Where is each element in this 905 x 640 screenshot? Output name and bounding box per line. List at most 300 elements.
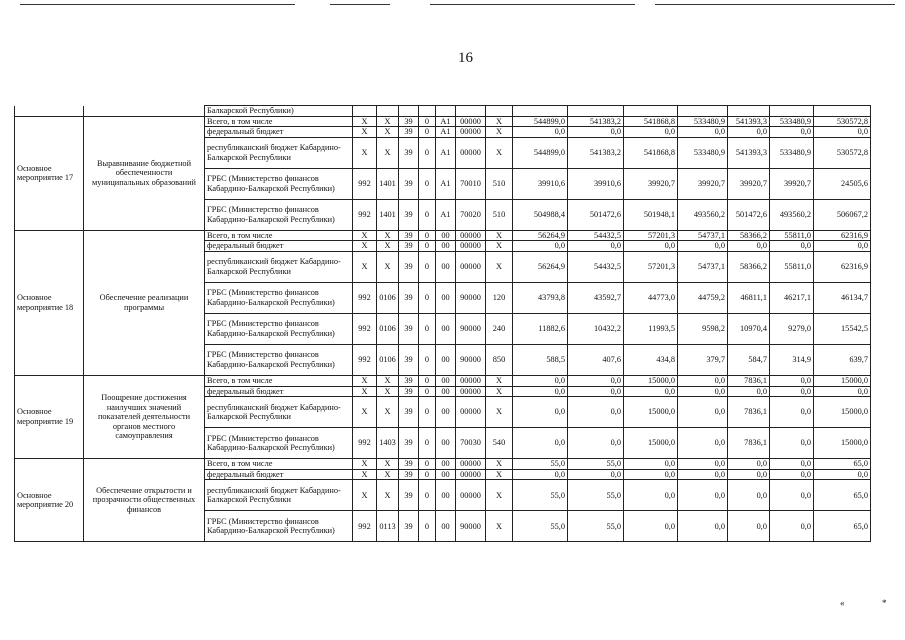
expense-type-cell: 120 <box>486 282 513 313</box>
grbs-code-cell: Х <box>353 230 377 241</box>
program-code-cell: 39 <box>399 230 419 241</box>
funding-source-cell: республиканский бюджет Кабардино-Балкарской Республики <box>205 251 353 282</box>
activity-name-cell: Обеспечение реализации программы <box>84 230 205 375</box>
amount-cell: 0,0 <box>568 375 624 386</box>
amount-cell: 7836,1 <box>728 397 770 428</box>
budget-table <box>14 105 871 542</box>
subprogram-code-cell: 0 <box>419 116 436 127</box>
direction-code-cell: 00000 <box>456 137 486 168</box>
table-row <box>15 375 871 386</box>
amount-cell: 0,0 <box>728 480 770 511</box>
activity-code-short-cell: 00 <box>436 282 456 313</box>
amount-cell: 62316,9 <box>814 251 871 282</box>
activity-code-cell: Основное мероприятие 19 <box>15 375 84 458</box>
expense-type-cell: Х <box>486 230 513 241</box>
direction-code-cell: 00000 <box>456 459 486 470</box>
amount-cell: 55811,0 <box>770 251 814 282</box>
empty-cell <box>377 106 399 117</box>
amount-cell: 46134,7 <box>814 282 871 313</box>
expense-type-cell: Х <box>486 241 513 252</box>
activity-code-cell: Основное мероприятие 17 <box>15 116 84 230</box>
activity-name-cell: Выравнивание бюджетной обеспеченности муниципальных образований <box>84 116 205 230</box>
activity-code-short-cell: 00 <box>436 480 456 511</box>
amount-cell: 0,0 <box>770 469 814 480</box>
amount-cell: 46811,1 <box>728 282 770 313</box>
amount-cell: 0,0 <box>568 397 624 428</box>
amount-cell: 7836,1 <box>728 375 770 386</box>
activity-code-cell: Основное мероприятие 20 <box>15 459 84 542</box>
empty-cell <box>624 106 678 117</box>
amount-cell: 15000,0 <box>624 375 678 386</box>
direction-code-cell: 00000 <box>456 127 486 138</box>
subprogram-code-cell: 0 <box>419 386 436 397</box>
amount-cell: 0,0 <box>770 397 814 428</box>
empty-cell <box>353 106 377 117</box>
amount-cell: 0,0 <box>770 428 814 459</box>
scan-top-line <box>430 4 635 5</box>
empty-cell <box>84 106 205 117</box>
amount-cell: 379,7 <box>678 344 728 375</box>
program-code-cell: 39 <box>399 386 419 397</box>
amount-cell: 493560,2 <box>770 199 814 230</box>
amount-cell: 493560,2 <box>678 199 728 230</box>
activity-code-short-cell: 00 <box>436 386 456 397</box>
amount-cell: 43592,7 <box>568 282 624 313</box>
activity-code-short-cell: 00 <box>436 241 456 252</box>
amount-cell: 65,0 <box>814 480 871 511</box>
empty-cell <box>770 106 814 117</box>
subprogram-code-cell: 0 <box>419 127 436 138</box>
empty-cell <box>728 106 770 117</box>
budget-table-body <box>15 106 871 542</box>
amount-cell: 24505,6 <box>814 168 871 199</box>
amount-cell: 0,0 <box>814 127 871 138</box>
empty-cell <box>568 106 624 117</box>
amount-cell: 0,0 <box>814 386 871 397</box>
amount-cell: 56264,9 <box>513 230 568 241</box>
direction-code-cell: 00000 <box>456 386 486 397</box>
activity-code-short-cell: 00 <box>436 375 456 386</box>
section-code-cell: 0106 <box>377 282 399 313</box>
amount-cell: 10432,2 <box>568 313 624 344</box>
funding-source-cell: ГРБС (Министерство финансов Кабардино-Балкарской Республики) <box>205 313 353 344</box>
direction-code-cell: 00000 <box>456 469 486 480</box>
amount-cell: 0,0 <box>513 375 568 386</box>
amount-cell: 0,0 <box>728 127 770 138</box>
activity-code-short-cell: А1 <box>436 137 456 168</box>
amount-cell: 54432,5 <box>568 251 624 282</box>
amount-cell: 56264,9 <box>513 251 568 282</box>
funding-source-cell: республиканский бюджет Кабардино-Балкарской Республики <box>205 480 353 511</box>
expense-type-cell: 240 <box>486 313 513 344</box>
amount-cell: 0,0 <box>678 511 728 542</box>
amount-cell: 54737,1 <box>678 230 728 241</box>
funding-source-cell: федеральный бюджет <box>205 469 353 480</box>
corner-mark: « <box>840 598 845 608</box>
subprogram-code-cell: 0 <box>419 137 436 168</box>
empty-cell <box>678 106 728 117</box>
subprogram-code-cell: 0 <box>419 344 436 375</box>
expense-type-cell: Х <box>486 251 513 282</box>
amount-cell: 0,0 <box>678 241 728 252</box>
amount-cell: 0,0 <box>678 459 728 470</box>
amount-cell: 588,5 <box>513 344 568 375</box>
amount-cell: 0,0 <box>513 428 568 459</box>
grbs-code-cell: Х <box>353 241 377 252</box>
amount-cell: 39920,7 <box>770 168 814 199</box>
grbs-code-cell: Х <box>353 375 377 386</box>
amount-cell: 533480,9 <box>678 137 728 168</box>
funding-source-cell: федеральный бюджет <box>205 241 353 252</box>
section-code-cell: Х <box>377 480 399 511</box>
amount-cell: 506067,2 <box>814 199 871 230</box>
subprogram-code-cell: 0 <box>419 511 436 542</box>
program-code-cell: 39 <box>399 344 419 375</box>
amount-cell: 541383,2 <box>568 116 624 127</box>
subprogram-code-cell: 0 <box>419 397 436 428</box>
amount-cell: 65,0 <box>814 459 871 470</box>
amount-cell: 0,0 <box>770 127 814 138</box>
program-code-cell: 39 <box>399 469 419 480</box>
amount-cell: 501472,6 <box>568 199 624 230</box>
amount-cell: 0,0 <box>728 469 770 480</box>
amount-cell: 39910,6 <box>568 168 624 199</box>
amount-cell: 0,0 <box>770 386 814 397</box>
amount-cell: 407,6 <box>568 344 624 375</box>
funding-source-cell: ГРБС (Министерство финансов Кабардино-Балкарской Республики) <box>205 511 353 542</box>
expense-type-cell: Х <box>486 480 513 511</box>
table-row-continuation <box>15 106 871 117</box>
funding-source-cell: ГРБС (Министерство финансов Кабардино-Балкарской Республики) <box>205 428 353 459</box>
section-code-cell: Х <box>377 469 399 480</box>
subprogram-code-cell: 0 <box>419 168 436 199</box>
funding-source-cell: федеральный бюджет <box>205 386 353 397</box>
expense-type-cell: Х <box>486 375 513 386</box>
amount-cell: 541393,3 <box>728 137 770 168</box>
amount-cell: 0,0 <box>624 469 678 480</box>
amount-cell: 639,7 <box>814 344 871 375</box>
section-code-cell: 1401 <box>377 168 399 199</box>
amount-cell: 54432,5 <box>568 230 624 241</box>
amount-cell: 541868,8 <box>624 137 678 168</box>
amount-cell: 533480,9 <box>770 116 814 127</box>
amount-cell: 43793,8 <box>513 282 568 313</box>
section-code-cell: 0106 <box>377 313 399 344</box>
amount-cell: 0,0 <box>624 127 678 138</box>
amount-cell: 58366,2 <box>728 251 770 282</box>
section-code-cell: Х <box>377 375 399 386</box>
activity-code-short-cell: 00 <box>436 469 456 480</box>
amount-cell: 0,0 <box>678 375 728 386</box>
activity-code-short-cell: 00 <box>436 459 456 470</box>
direction-code-cell: 00000 <box>456 251 486 282</box>
direction-code-cell: 00000 <box>456 241 486 252</box>
direction-code-cell: 90000 <box>456 282 486 313</box>
expense-type-cell: Х <box>486 137 513 168</box>
grbs-code-cell: 992 <box>353 282 377 313</box>
subprogram-code-cell: 0 <box>419 375 436 386</box>
amount-cell: 0,0 <box>728 511 770 542</box>
amount-cell: 39920,7 <box>678 168 728 199</box>
amount-cell: 314,9 <box>770 344 814 375</box>
activity-code-short-cell: 00 <box>436 511 456 542</box>
amount-cell: 39910,6 <box>513 168 568 199</box>
empty-cell <box>15 106 84 117</box>
activity-code-short-cell: 00 <box>436 344 456 375</box>
program-code-cell: 39 <box>399 397 419 428</box>
activity-code-short-cell: 00 <box>436 428 456 459</box>
amount-cell: 15000,0 <box>814 375 871 386</box>
amount-cell: 65,0 <box>814 511 871 542</box>
grbs-code-cell: 992 <box>353 313 377 344</box>
amount-cell: 15542,5 <box>814 313 871 344</box>
amount-cell: 533480,9 <box>770 137 814 168</box>
section-code-cell: 0113 <box>377 511 399 542</box>
expense-type-cell: 850 <box>486 344 513 375</box>
amount-cell: 15000,0 <box>814 428 871 459</box>
funding-source-cell: республиканский бюджет Кабардино-Балкарской Республики <box>205 397 353 428</box>
amount-cell: 0,0 <box>513 127 568 138</box>
expense-type-cell: Х <box>486 127 513 138</box>
amount-cell: 530572,8 <box>814 137 871 168</box>
section-code-cell: Х <box>377 137 399 168</box>
amount-cell: 544899,0 <box>513 137 568 168</box>
amount-cell: 55,0 <box>513 480 568 511</box>
section-code-cell: 1401 <box>377 199 399 230</box>
grbs-code-cell: Х <box>353 397 377 428</box>
direction-code-cell: 00000 <box>456 230 486 241</box>
amount-cell: 0,0 <box>513 397 568 428</box>
grbs-code-cell: Х <box>353 251 377 282</box>
grbs-code-cell: Х <box>353 480 377 511</box>
amount-cell: 0,0 <box>678 469 728 480</box>
empty-cell <box>513 106 568 117</box>
amount-cell: 0,0 <box>814 469 871 480</box>
grbs-code-cell: 992 <box>353 344 377 375</box>
amount-cell: 533480,9 <box>678 116 728 127</box>
amount-cell: 0,0 <box>624 480 678 511</box>
amount-cell: 0,0 <box>624 241 678 252</box>
amount-cell: 0,0 <box>624 459 678 470</box>
program-code-cell: 39 <box>399 428 419 459</box>
expense-type-cell: Х <box>486 469 513 480</box>
empty-cell <box>456 106 486 117</box>
amount-cell: 0,0 <box>678 127 728 138</box>
direction-code-cell: 70020 <box>456 199 486 230</box>
scan-top-line <box>20 4 295 5</box>
program-code-cell: 39 <box>399 127 419 138</box>
amount-cell: 55,0 <box>568 480 624 511</box>
amount-cell: 15000,0 <box>624 397 678 428</box>
amount-cell: 15000,0 <box>814 397 871 428</box>
amount-cell: 44759,2 <box>678 282 728 313</box>
program-code-cell: 39 <box>399 251 419 282</box>
direction-code-cell: 00000 <box>456 375 486 386</box>
direction-code-cell: 90000 <box>456 313 486 344</box>
direction-code-cell: 00000 <box>456 480 486 511</box>
section-code-cell: 0106 <box>377 344 399 375</box>
funding-source-cell: ГРБС (Министерство финансов Кабардино-Балкарской Республики) <box>205 168 353 199</box>
amount-cell: 0,0 <box>513 386 568 397</box>
program-code-cell: 39 <box>399 459 419 470</box>
amount-cell: 0,0 <box>568 469 624 480</box>
amount-cell: 0,0 <box>770 375 814 386</box>
section-code-cell: Х <box>377 127 399 138</box>
program-code-cell: 39 <box>399 313 419 344</box>
funding-source-cell: Всего, в том числе <box>205 459 353 470</box>
funding-source-cell: ГРБС (Министерство финансов Кабардино-Балкарской Республики) <box>205 344 353 375</box>
amount-cell: 0,0 <box>770 511 814 542</box>
section-code-cell: Х <box>377 230 399 241</box>
program-code-cell: 39 <box>399 116 419 127</box>
grbs-code-cell: 992 <box>353 168 377 199</box>
amount-cell: 55,0 <box>568 511 624 542</box>
corner-mark: * <box>882 598 887 608</box>
funding-source-cell: федеральный бюджет <box>205 127 353 138</box>
funding-source-cell: Всего, в том числе <box>205 230 353 241</box>
amount-cell: 0,0 <box>678 386 728 397</box>
expense-type-cell: 510 <box>486 168 513 199</box>
program-code-cell: 39 <box>399 511 419 542</box>
section-code-cell: Х <box>377 241 399 252</box>
amount-cell: 9279,0 <box>770 313 814 344</box>
scan-top-line <box>330 4 390 5</box>
amount-cell: 39920,7 <box>624 168 678 199</box>
amount-cell: 62316,9 <box>814 230 871 241</box>
amount-cell: 501472,6 <box>728 199 770 230</box>
activity-code-short-cell: 00 <box>436 313 456 344</box>
amount-cell: 541383,2 <box>568 137 624 168</box>
expense-type-cell: Х <box>486 116 513 127</box>
section-code-cell: Х <box>377 459 399 470</box>
direction-code-cell: 90000 <box>456 344 486 375</box>
program-code-cell: 39 <box>399 375 419 386</box>
grbs-code-cell: 992 <box>353 428 377 459</box>
table-row <box>15 116 871 127</box>
amount-cell: 7836,1 <box>728 428 770 459</box>
subprogram-code-cell: 0 <box>419 230 436 241</box>
grbs-code-cell: 992 <box>353 199 377 230</box>
amount-cell: 434,8 <box>624 344 678 375</box>
program-code-cell: 39 <box>399 137 419 168</box>
activity-code-short-cell: 00 <box>436 251 456 282</box>
expense-type-cell: Х <box>486 397 513 428</box>
grbs-code-cell: Х <box>353 137 377 168</box>
amount-cell: 9598,2 <box>678 313 728 344</box>
amount-cell: 55,0 <box>568 459 624 470</box>
direction-code-cell: 70010 <box>456 168 486 199</box>
grbs-code-cell: Х <box>353 127 377 138</box>
grbs-code-cell: Х <box>353 386 377 397</box>
funding-source-cell: Всего, в том числе <box>205 116 353 127</box>
empty-cell <box>419 106 436 117</box>
empty-cell <box>486 106 513 117</box>
scan-top-line <box>655 4 895 5</box>
amount-cell: 0,0 <box>728 459 770 470</box>
direction-code-cell: 90000 <box>456 511 486 542</box>
program-code-cell: 39 <box>399 480 419 511</box>
program-code-cell: 39 <box>399 282 419 313</box>
subprogram-code-cell: 0 <box>419 199 436 230</box>
funding-source-cell: Всего, в том числе <box>205 375 353 386</box>
amount-cell: 55,0 <box>513 459 568 470</box>
funding-source-cell: ГРБС (Министерство финансов Кабардино-Балкарской Республики) <box>205 282 353 313</box>
amount-cell: 0,0 <box>770 480 814 511</box>
subprogram-code-cell: 0 <box>419 480 436 511</box>
funding-source-cell: республиканский бюджет Кабардино-Балкарской Республики <box>205 137 353 168</box>
amount-cell: 0,0 <box>624 386 678 397</box>
amount-cell: 0,0 <box>624 511 678 542</box>
amount-cell: 0,0 <box>728 241 770 252</box>
subprogram-code-cell: 0 <box>419 241 436 252</box>
subprogram-code-cell: 0 <box>419 469 436 480</box>
subprogram-code-cell: 0 <box>419 282 436 313</box>
empty-cell <box>436 106 456 117</box>
amount-cell: 11993,5 <box>624 313 678 344</box>
table-row <box>15 230 871 241</box>
amount-cell: 57201,3 <box>624 230 678 241</box>
amount-cell: 0,0 <box>770 241 814 252</box>
page-number: 16 <box>458 50 473 66</box>
empty-cell <box>399 106 419 117</box>
amount-cell: 0,0 <box>568 428 624 459</box>
amount-cell: 0,0 <box>678 480 728 511</box>
activity-code-cell: Основное мероприятие 18 <box>15 230 84 375</box>
direction-code-cell: 70030 <box>456 428 486 459</box>
amount-cell: 46217,1 <box>770 282 814 313</box>
section-code-cell: Х <box>377 397 399 428</box>
section-code-cell: Х <box>377 386 399 397</box>
subprogram-code-cell: 0 <box>419 428 436 459</box>
expense-type-cell: Х <box>486 511 513 542</box>
amount-cell: 44773,0 <box>624 282 678 313</box>
activity-code-short-cell: А1 <box>436 116 456 127</box>
amount-cell: 39920,7 <box>728 168 770 199</box>
subprogram-code-cell: 0 <box>419 313 436 344</box>
grbs-code-cell: Х <box>353 469 377 480</box>
activity-code-short-cell: 00 <box>436 230 456 241</box>
empty-cell <box>814 106 871 117</box>
amount-cell: 501948,1 <box>624 199 678 230</box>
amount-cell: 0,0 <box>728 386 770 397</box>
amount-cell: 0,0 <box>678 428 728 459</box>
grbs-code-cell: Х <box>353 116 377 127</box>
amount-cell: 544899,0 <box>513 116 568 127</box>
expense-type-cell: 510 <box>486 199 513 230</box>
amount-cell: 57201,3 <box>624 251 678 282</box>
amount-cell: 11882,6 <box>513 313 568 344</box>
amount-cell: 0,0 <box>568 241 624 252</box>
program-code-cell: 39 <box>399 199 419 230</box>
activity-name-cell: Обеспечение открытости и прозрачности общественных финансов <box>84 459 205 542</box>
subprogram-code-cell: 0 <box>419 251 436 282</box>
activity-code-short-cell: А1 <box>436 127 456 138</box>
activity-code-short-cell: А1 <box>436 168 456 199</box>
section-code-cell: Х <box>377 251 399 282</box>
activity-code-short-cell: 00 <box>436 397 456 428</box>
amount-cell: 0,0 <box>678 397 728 428</box>
expense-type-cell: Х <box>486 386 513 397</box>
amount-cell: 0,0 <box>513 241 568 252</box>
continued-description: Балкарской Республики) <box>205 106 353 117</box>
direction-code-cell: 00000 <box>456 116 486 127</box>
table-row <box>15 459 871 470</box>
amount-cell: 15000,0 <box>624 428 678 459</box>
amount-cell: 0,0 <box>814 241 871 252</box>
amount-cell: 55811,0 <box>770 230 814 241</box>
amount-cell: 0,0 <box>568 386 624 397</box>
expense-type-cell: Х <box>486 459 513 470</box>
